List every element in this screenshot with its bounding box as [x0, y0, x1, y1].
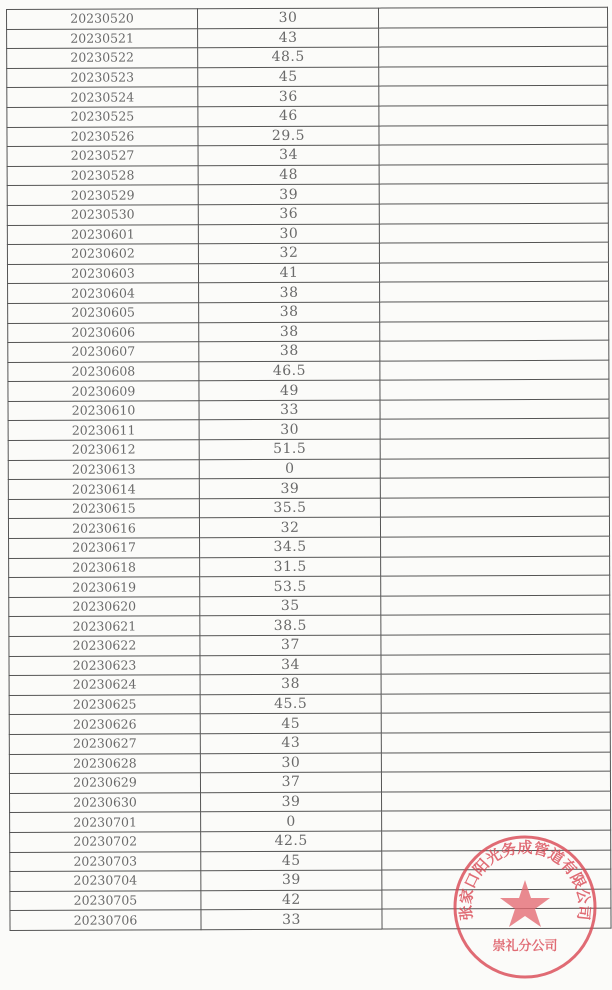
value-cell: 29.5 [198, 126, 379, 146]
value-cell: 0 [199, 459, 380, 479]
table-row [9, 575, 610, 597]
value-cell: 43 [200, 733, 381, 753]
date-cell: 20230625 [9, 695, 200, 715]
table-row [7, 164, 608, 186]
value-cell: 45 [200, 713, 381, 733]
table-row [7, 262, 608, 284]
date-cell: 20230523 [7, 68, 198, 88]
empty-cell [380, 282, 609, 302]
table-row [9, 752, 610, 774]
company-seal-stamp [450, 832, 600, 982]
empty-cell [381, 575, 610, 595]
date-cell: 20230703 [10, 851, 201, 871]
empty-cell [379, 105, 608, 125]
empty-cell [381, 752, 610, 772]
empty-cell [380, 340, 609, 360]
table-row [8, 321, 609, 343]
value-cell: 49 [199, 380, 380, 400]
date-cell: 20230706 [10, 910, 201, 930]
value-cell: 46.5 [199, 361, 380, 381]
date-cell: 20230607 [8, 342, 199, 362]
table-row [7, 125, 608, 147]
seal-subtext: 崇礼分公司 [492, 939, 558, 954]
table-row [7, 66, 608, 88]
date-cell: 20230605 [8, 303, 199, 323]
empty-cell [379, 86, 608, 106]
table-row [8, 399, 609, 421]
value-cell: 42.5 [201, 831, 382, 851]
value-cell: 34.5 [200, 537, 381, 557]
table-row [9, 771, 610, 793]
date-cell: 20230526 [7, 126, 198, 146]
table-row [8, 438, 609, 460]
empty-cell [378, 7, 607, 27]
empty-cell [379, 262, 608, 282]
empty-cell [380, 458, 609, 478]
empty-cell [381, 732, 610, 752]
empty-cell [381, 693, 610, 713]
table-row [8, 360, 609, 382]
date-cell: 20230530 [7, 205, 198, 225]
table-row [9, 673, 610, 695]
table-row [7, 242, 608, 264]
empty-cell [381, 556, 610, 576]
date-cell: 20230622 [9, 636, 200, 656]
value-cell: 36 [198, 86, 379, 106]
value-cell: 30 [199, 420, 380, 440]
date-cell: 20230612 [8, 440, 199, 460]
table-row [9, 615, 610, 637]
empty-cell [380, 419, 609, 439]
value-cell: 39 [199, 478, 380, 498]
value-cell: 38 [199, 322, 380, 342]
date-cell: 20230629 [9, 773, 200, 793]
value-cell: 39 [198, 184, 379, 204]
value-cell: 38 [199, 341, 380, 361]
table-row [7, 203, 608, 225]
value-cell: 38 [199, 282, 380, 302]
date-cell: 20230610 [8, 401, 199, 421]
empty-cell [379, 27, 608, 47]
value-cell: 45.5 [200, 694, 381, 714]
date-cell: 20230624 [9, 675, 200, 695]
date-cell: 20230630 [10, 793, 201, 813]
date-cell: 20230520 [7, 9, 198, 29]
value-cell: 30 [198, 8, 379, 28]
table-row [8, 282, 609, 304]
date-cell: 20230524 [7, 87, 198, 107]
date-cell: 20230701 [10, 812, 201, 832]
date-cell: 20230609 [8, 381, 199, 401]
value-cell: 41 [198, 263, 379, 283]
seal-star-icon [500, 880, 550, 927]
value-cell: 45 [198, 67, 379, 87]
empty-cell [381, 771, 610, 791]
table-row [7, 27, 608, 49]
date-cell: 20230606 [8, 322, 199, 342]
table-row [8, 340, 609, 362]
table-row [8, 301, 609, 323]
date-cell: 20230616 [8, 518, 199, 538]
empty-cell [379, 164, 608, 184]
empty-cell [380, 399, 609, 419]
date-cell: 20230623 [9, 655, 200, 675]
value-cell: 30 [198, 224, 379, 244]
value-cell: 48 [198, 165, 379, 185]
empty-cell [379, 46, 608, 66]
table-row [8, 458, 609, 480]
value-cell: 30 [200, 753, 381, 773]
value-cell: 34 [200, 655, 381, 675]
date-cell: 20230617 [9, 538, 200, 558]
date-cell: 20230618 [9, 557, 200, 577]
empty-cell [381, 615, 610, 635]
empty-cell [381, 634, 610, 654]
empty-cell [380, 321, 609, 341]
value-cell: 36 [198, 204, 379, 224]
value-cell: 35 [200, 596, 381, 616]
date-cell: 20230627 [9, 734, 200, 754]
value-cell: 32 [198, 243, 379, 263]
value-cell: 33 [201, 909, 382, 929]
empty-cell [381, 536, 610, 556]
date-cell: 20230529 [7, 185, 198, 205]
empty-cell [380, 497, 609, 517]
empty-cell [380, 477, 609, 497]
table-row [9, 713, 610, 735]
value-cell: 38 [200, 674, 381, 694]
table-row [9, 536, 610, 558]
date-cell: 20230601 [7, 224, 198, 244]
empty-cell [381, 654, 610, 674]
table-row [7, 144, 608, 166]
table-row [7, 223, 608, 245]
value-cell: 0 [201, 811, 382, 831]
date-cell: 20230614 [8, 479, 199, 499]
table-row [9, 654, 610, 676]
date-cell: 20230615 [8, 499, 199, 519]
table-row [9, 732, 610, 754]
value-cell: 32 [199, 518, 380, 538]
value-cell: 53.5 [200, 576, 381, 596]
table-row [8, 477, 609, 499]
value-cell: 48.5 [198, 47, 379, 67]
empty-cell [381, 713, 610, 733]
table-row [9, 693, 610, 715]
date-cell: 20230705 [10, 890, 201, 910]
date-cell: 20230702 [10, 832, 201, 852]
date-cell: 20230613 [8, 459, 199, 479]
value-cell: 37 [200, 772, 381, 792]
empty-cell [380, 360, 609, 380]
date-cell: 20230528 [7, 166, 198, 186]
table-row [9, 595, 610, 617]
table-row [7, 7, 608, 29]
empty-cell [380, 301, 609, 321]
date-cell: 20230704 [10, 871, 201, 891]
value-cell: 37 [200, 635, 381, 655]
value-cell: 31.5 [200, 557, 381, 577]
seal-text: 张家口阳光务成管道有限公司 [456, 838, 594, 922]
value-cell: 34 [198, 145, 379, 165]
empty-cell [379, 223, 608, 243]
value-cell: 38 [199, 302, 380, 322]
value-cell: 38.5 [200, 615, 381, 635]
empty-cell [381, 595, 610, 615]
value-cell: 51.5 [199, 439, 380, 459]
empty-cell [379, 144, 608, 164]
value-cell: 42 [201, 890, 382, 910]
date-cell: 20230608 [8, 361, 199, 381]
empty-cell [379, 203, 608, 223]
empty-cell [381, 673, 610, 693]
table-row [9, 634, 610, 656]
empty-cell [379, 184, 608, 204]
date-cell: 20230521 [7, 28, 198, 48]
value-cell: 43 [198, 28, 379, 48]
empty-cell [379, 125, 608, 145]
date-cell: 20230628 [9, 753, 200, 773]
table-row [8, 517, 609, 539]
empty-cell [382, 811, 611, 831]
date-cell: 20230602 [7, 244, 198, 264]
value-cell: 39 [201, 792, 382, 812]
empty-cell [379, 242, 608, 262]
date-cell: 20230620 [9, 597, 200, 617]
empty-cell [379, 66, 608, 86]
date-cell: 20230603 [7, 263, 198, 283]
value-cell: 45 [201, 851, 382, 871]
date-cell: 20230525 [7, 107, 198, 127]
table-row [7, 105, 608, 127]
data-table [6, 7, 612, 931]
value-cell: 46 [198, 106, 379, 126]
date-cell: 20230619 [9, 577, 200, 597]
date-cell: 20230527 [7, 146, 198, 166]
empty-cell [382, 791, 611, 811]
empty-cell [380, 379, 609, 399]
empty-cell [380, 517, 609, 537]
value-cell: 39 [201, 870, 382, 890]
table-row [10, 791, 611, 813]
table-row [8, 419, 609, 441]
table-row [8, 497, 609, 519]
value-cell: 33 [199, 400, 380, 420]
empty-cell [380, 438, 609, 458]
date-cell: 20230604 [8, 283, 199, 303]
date-cell: 20230522 [7, 48, 198, 68]
table-row [9, 556, 610, 578]
table-row [7, 184, 608, 206]
date-cell: 20230626 [9, 714, 200, 734]
value-cell: 35.5 [199, 498, 380, 518]
table-row [8, 379, 609, 401]
table-row [7, 86, 608, 108]
date-cell: 20230611 [8, 420, 199, 440]
date-cell: 20230621 [9, 616, 200, 636]
table-row [10, 811, 611, 833]
table-body [7, 7, 612, 930]
table-row [7, 46, 608, 68]
